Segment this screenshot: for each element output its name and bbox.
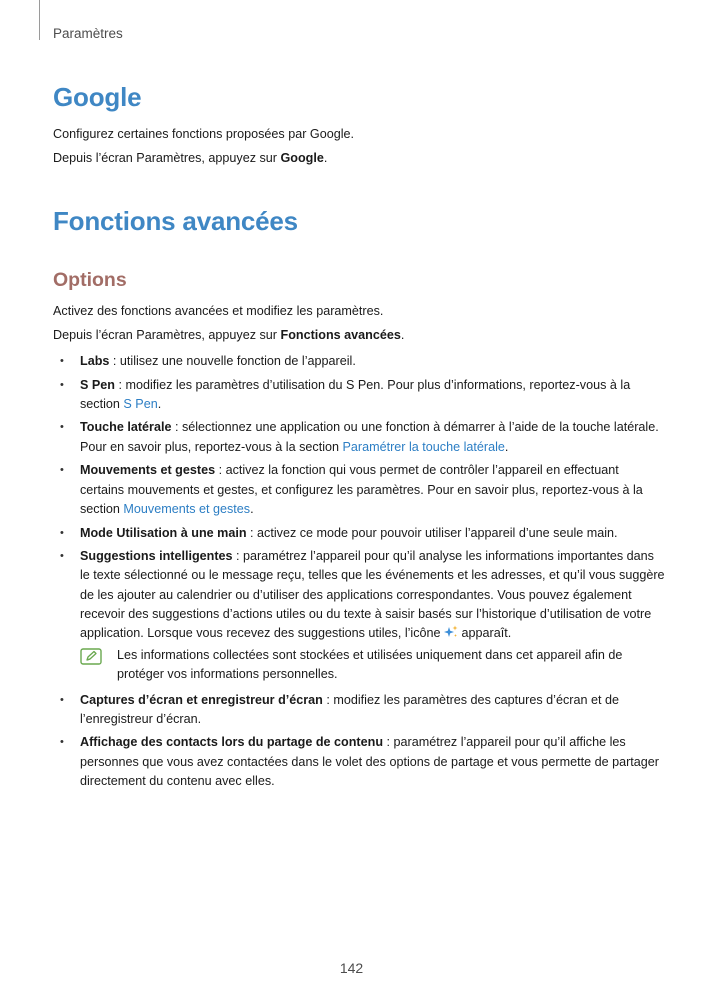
bullet-term: Mouvements et gestes bbox=[80, 463, 216, 478]
bullet-dot: • bbox=[60, 693, 64, 706]
bullet-dot: • bbox=[60, 736, 64, 749]
bullet-term: S Pen bbox=[80, 377, 115, 392]
bullet-text: : sélectionnez une application ou une fonction à démarrer à l’aide de la touche latérale. bbox=[171, 420, 659, 435]
header-side-rule bbox=[39, 0, 40, 40]
page-number: 142 bbox=[339, 960, 364, 976]
bullet-text: . bbox=[504, 439, 509, 454]
bullet-side-key bbox=[53, 418, 659, 457]
bullet-text: le texte sélectionné ou le message reçu, telles que les événements et les adresses, et qu’il vous suggère bbox=[80, 568, 665, 583]
bullet-text: personnes que vous avez contactées dans le volet des options de partage et vous permette de partager bbox=[80, 754, 659, 769]
bullet-dot: • bbox=[60, 464, 64, 477]
bullet-term: Touche latérale bbox=[80, 420, 172, 435]
bullet-text: apparaît. bbox=[458, 626, 512, 641]
bullet-text: : modifiez les paramètres d’utilisation du S Pen. Pour plus d’informations, reportez-vous à la bbox=[115, 377, 631, 392]
bullet-text: Pour en savoir plus, reportez-vous à la section bbox=[80, 439, 343, 454]
bullet-screenshots-recorder bbox=[53, 691, 653, 730]
google-instruction bbox=[53, 150, 327, 166]
options-subheading: Options bbox=[53, 269, 127, 291]
bullet-text: : paramétrez l’appareil pour qu’il analyse les informations importantes dans bbox=[232, 549, 654, 564]
note-text: protéger vos informations personnelles. bbox=[117, 667, 338, 682]
bullet-dot: • bbox=[60, 550, 64, 563]
bullet-dot: • bbox=[60, 378, 64, 391]
bullet-s-pen bbox=[53, 376, 653, 415]
bullet-term: Labs bbox=[80, 354, 110, 368]
bullet-one-handed-mode bbox=[53, 524, 653, 543]
bullet-labs bbox=[53, 352, 653, 371]
note-text: Les informations collectées sont stockées et utilisées uniquement dans cet appareil afin de bbox=[117, 647, 623, 662]
bullet-text: l’enregistreur d’écran. bbox=[80, 711, 202, 726]
bullet-text: : utilisez une nouvelle fonction de l’appareil. bbox=[109, 354, 356, 368]
options-description: Activez des fonctions avancées et modifiez les paramètres. bbox=[53, 304, 384, 318]
advanced-features-heading: Fonctions avancées bbox=[53, 206, 298, 236]
bullet-text: section bbox=[80, 501, 124, 516]
google-instruction-text: Depuis l’écran Paramètres, appuyez sur bbox=[53, 151, 281, 165]
bullet-term: Suggestions intelligentes bbox=[80, 549, 233, 564]
bullet-text: : activez ce mode pour pouvoir utiliser l’appareil d’une seule main. bbox=[246, 525, 618, 540]
bullet-share-contacts bbox=[53, 733, 659, 791]
bullet-text: recevoir des suggestions d’actions utiles ou du texte à saisir basés sur l’historique d’utilisation de votre bbox=[80, 607, 652, 622]
bullet-motions-gestures bbox=[53, 461, 653, 519]
google-description: Configurez certaines fonctions proposées par Google. bbox=[53, 127, 355, 141]
bullet-term: Mode Utilisation à une main bbox=[80, 525, 247, 540]
bullet-smart-suggestions bbox=[53, 547, 665, 643]
bullet-text: : paramétrez l’appareil pour qu’il affiche les bbox=[383, 735, 626, 750]
bullet-dot: • bbox=[60, 526, 64, 539]
bullet-dot: • bbox=[60, 421, 64, 434]
google-menu-name: Google bbox=[280, 151, 324, 165]
link-motions-gestures[interactable]: Mouvements et gestes bbox=[123, 501, 251, 516]
bullet-text: application. Lorsque vous recevez des suggestions utiles, l’icône bbox=[80, 626, 445, 641]
options-instruction-text: Depuis l’écran Paramètres, appuyez sur bbox=[53, 328, 281, 342]
google-instruction-end: . bbox=[323, 151, 328, 165]
bullet-text: de les ajouter au calendrier ou d’utiliser des applications correspondantes. Vous pouvez également bbox=[80, 587, 632, 602]
options-instruction bbox=[53, 327, 404, 343]
bullet-dot: • bbox=[60, 355, 64, 367]
bullet-term: Affichage des contacts lors du partage de contenu bbox=[80, 735, 384, 750]
bullet-text: . bbox=[250, 501, 254, 516]
note-pencil-icon bbox=[80, 648, 102, 665]
link-side-key-settings[interactable]: Paramétrer la touche latérale bbox=[342, 439, 505, 454]
bullet-text: : activez la fonction qui vous permet de contrôler l’appareil en effectuant bbox=[215, 463, 619, 478]
bullet-text: : modifiez les paramètres des captures d’écran et de bbox=[322, 692, 619, 707]
options-bullet-list bbox=[53, 352, 665, 796]
bullet-text: certains mouvements et gestes, et configurez les paramètres. Pour en savoir plus, reportez-vous à la bbox=[80, 482, 643, 497]
google-heading: Google bbox=[53, 82, 142, 112]
link-s-pen[interactable]: S Pen bbox=[123, 396, 158, 411]
bullet-text: section bbox=[80, 396, 124, 411]
running-header: Paramètres bbox=[53, 26, 123, 41]
sparkle-icon bbox=[444, 625, 458, 639]
options-menu-name: Fonctions avancées bbox=[280, 328, 401, 342]
privacy-note bbox=[53, 646, 653, 685]
bullet-term: Captures d’écran et enregistreur d’écran bbox=[80, 692, 323, 707]
bullet-text: directement du contenu avec elles. bbox=[80, 774, 275, 789]
bullet-text: . bbox=[157, 396, 162, 411]
options-instruction-end: . bbox=[400, 328, 405, 342]
